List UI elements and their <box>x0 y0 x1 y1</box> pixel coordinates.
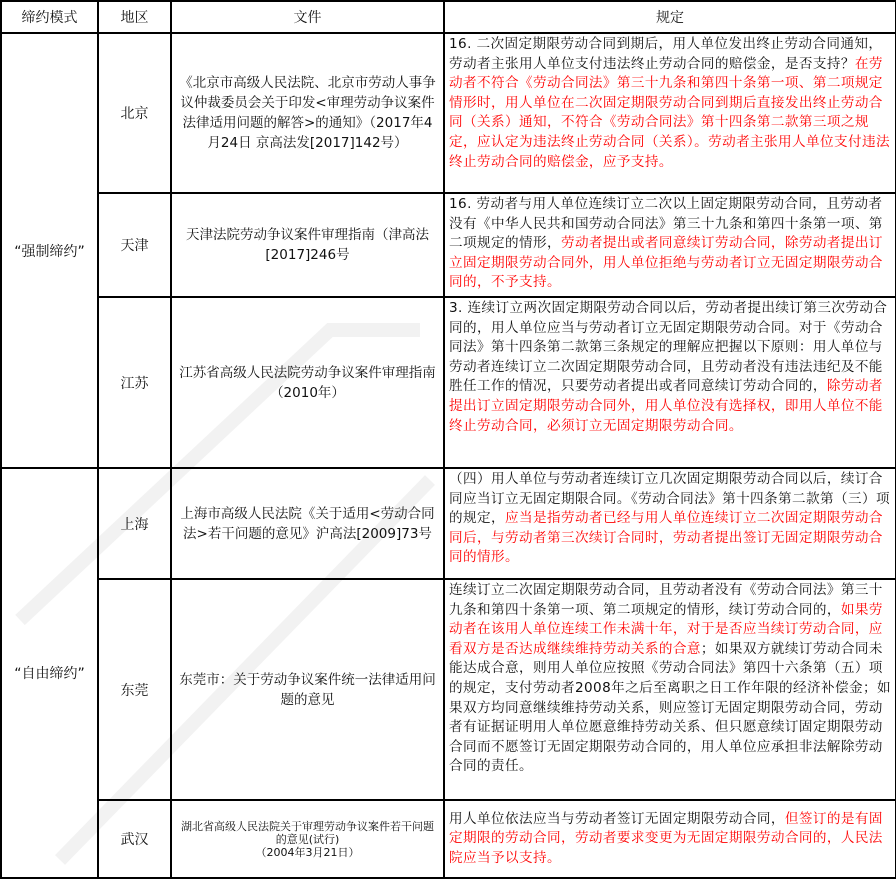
table-row <box>1 579 896 800</box>
table-row <box>1 33 896 193</box>
document-cell <box>171 800 444 878</box>
header-region: 地区 <box>98 1 171 33</box>
header-row <box>1 1 896 33</box>
rule-text: 16. 二次固定期限劳动合同到期后，用人单位发出终止劳动合同通知，劳动者主张用人单位支付违法终止劳动合同的赔偿金，是否支持？ <box>449 36 883 72</box>
rule-cell <box>444 579 896 800</box>
rule-highlight-text: 应当是指劳动者已经与用人单位连续订立二次固定期限劳动合同后，与劳动者第三次续订合同时，劳动者提出签订无固定期限劳动合同的情形。 <box>449 510 883 566</box>
table-row <box>1 800 896 878</box>
rule-text: 16. 劳动者与用人单位连续订立二次以上固定期限劳动合同，且劳动者没有《中华人民共和国劳动合同法》第三十九条和第四十条第一项、第二项规定的情形， <box>449 196 883 252</box>
rule-cell <box>444 468 896 579</box>
document-cell: 上海市高级人民法院《关于适用<劳动合同法>若干问题的意见》沪高法[2009]73号 <box>171 468 444 579</box>
region-cell: 北京 <box>98 33 171 193</box>
region-cell: 武汉 <box>98 800 171 878</box>
rule-highlight-text: 在劳动者不符合《劳动合同法》第三十九条和第四十条第一项、第二项规定情形时，用人单位在二次固定期限劳动合同到期后直接发出终止劳动合同（关系）通知，不符合《劳动合同法》第十四条第二款第三项之规定，应认定为违法终止劳动合同（关系）。劳动者主张用人单位支付违法终止劳动合同的赔偿金，应予支持。 <box>449 55 890 170</box>
table-row <box>1 297 896 468</box>
rule-cell <box>444 193 896 297</box>
rule-text: 3. 连续订立两次固定期限劳动合同以后，劳动者提出续订第三次劳动合同的，用人单位应当与劳动者订立无固定期限劳动合同。对于《劳动合同法》第十四条第二款第三条规定的理解应把握以下原则：用人单位与劳动者连续订立二次固定期限劳动合同，且劳动者没有违法违纪及不能胜任工作的情况，只要劳动者提出或者同意续订劳动合同的， <box>449 300 888 395</box>
header-mode: 缔约模式 <box>1 1 98 33</box>
rule-text: 连续订立二次固定期限劳动合同，且劳动者没有《劳动合同法》第三十九条和第四十条第一项、第二项规定的情形，续订劳动合同的， <box>449 582 883 618</box>
header-rule: 规定 <box>444 1 896 33</box>
document-cell: 天津法院劳动争议案件审理指南（津高法[2017]246号 <box>171 193 444 297</box>
header-document: 文件 <box>171 1 444 33</box>
rule-highlight-text: 除劳动者提出订立固定期限劳动合同外，用人单位没有选择权，即用人单位不能终止劳动合同，必须订立无固定期限劳动合同。 <box>449 378 883 434</box>
document-cell: 江苏省高级人民法院劳动争议案件审理指南（2010年） <box>171 297 444 468</box>
region-cell: 江苏 <box>98 297 171 468</box>
rule-cell <box>444 33 896 193</box>
region-cell: 上海 <box>98 468 171 579</box>
mode-cell: “强制缔约” <box>1 33 98 468</box>
table-row <box>1 193 896 297</box>
rule-cell <box>444 800 896 878</box>
rule-cell <box>444 297 896 468</box>
document-cell: 《北京市高级人民法院、北京市劳动人事争议仲裁委员会关于印发<审理劳动争议案件法律适用问题的解答>的通知》（2017年4月24日 京高法发[2017]142号） <box>171 33 444 193</box>
document-title: 湖北省高级人民法院关于审理劳动争议案件若干问题的意见(试行) <box>181 819 434 846</box>
region-cell: 东莞 <box>98 579 171 800</box>
rule-highlight-text: 但签订的是有固定期限的劳动合同，劳动者要求变更为无固定期限劳动合同的，人民法院应当予以支持。 <box>449 810 883 866</box>
rule-text: （四）用人单位与劳动者连续订立几次固定期限劳动合同以后，续订合同应当订立无固定期限合同。《劳动合同法》第十四条第二款第（三）项的规定， <box>449 471 890 527</box>
table-row <box>1 468 896 579</box>
region-cell: 天津 <box>98 193 171 297</box>
rule-highlight-text: 劳动者提出或者同意续订劳动合同，除劳动者提出订立固定期限劳动合同外，用人单位拒绝与劳动者订立无固定期限劳动合同的，不予支持。 <box>449 235 883 291</box>
mode-cell: “自由缔约” <box>1 468 98 878</box>
document-date: （2004年3月21日） <box>255 845 360 859</box>
document-cell: 东莞市：关于劳动争议案件统一法律适用问题的意见 <box>171 579 444 800</box>
rule-text: ；如果双方就续订劳动合同未能达成合意，则用人单位应按照《劳动合同法》第四十六条第（五）项的规定，支付劳动者2008年之后至离职之日工作年限的经济补偿金；如果双方均同意继续维持劳动关系，则应签订无固定期限劳动合同，劳动者有证据证明用人单位愿意维持劳动关系、但只愿意续订固定期限劳动合同而不愿签订无固定期限劳动合同的，用人单位应承担非法解除劳动合同的责任。 <box>449 640 892 775</box>
rule-highlight-text: 如果劳动者在该用人单位连续工作未满十年，对于是否应当续订劳动合同，应看双方是否达成继续维持劳动关系的合意 <box>449 601 883 657</box>
rule-text: 用人单位依法应当与劳动者签订无固定期限劳动合同， <box>449 810 785 827</box>
